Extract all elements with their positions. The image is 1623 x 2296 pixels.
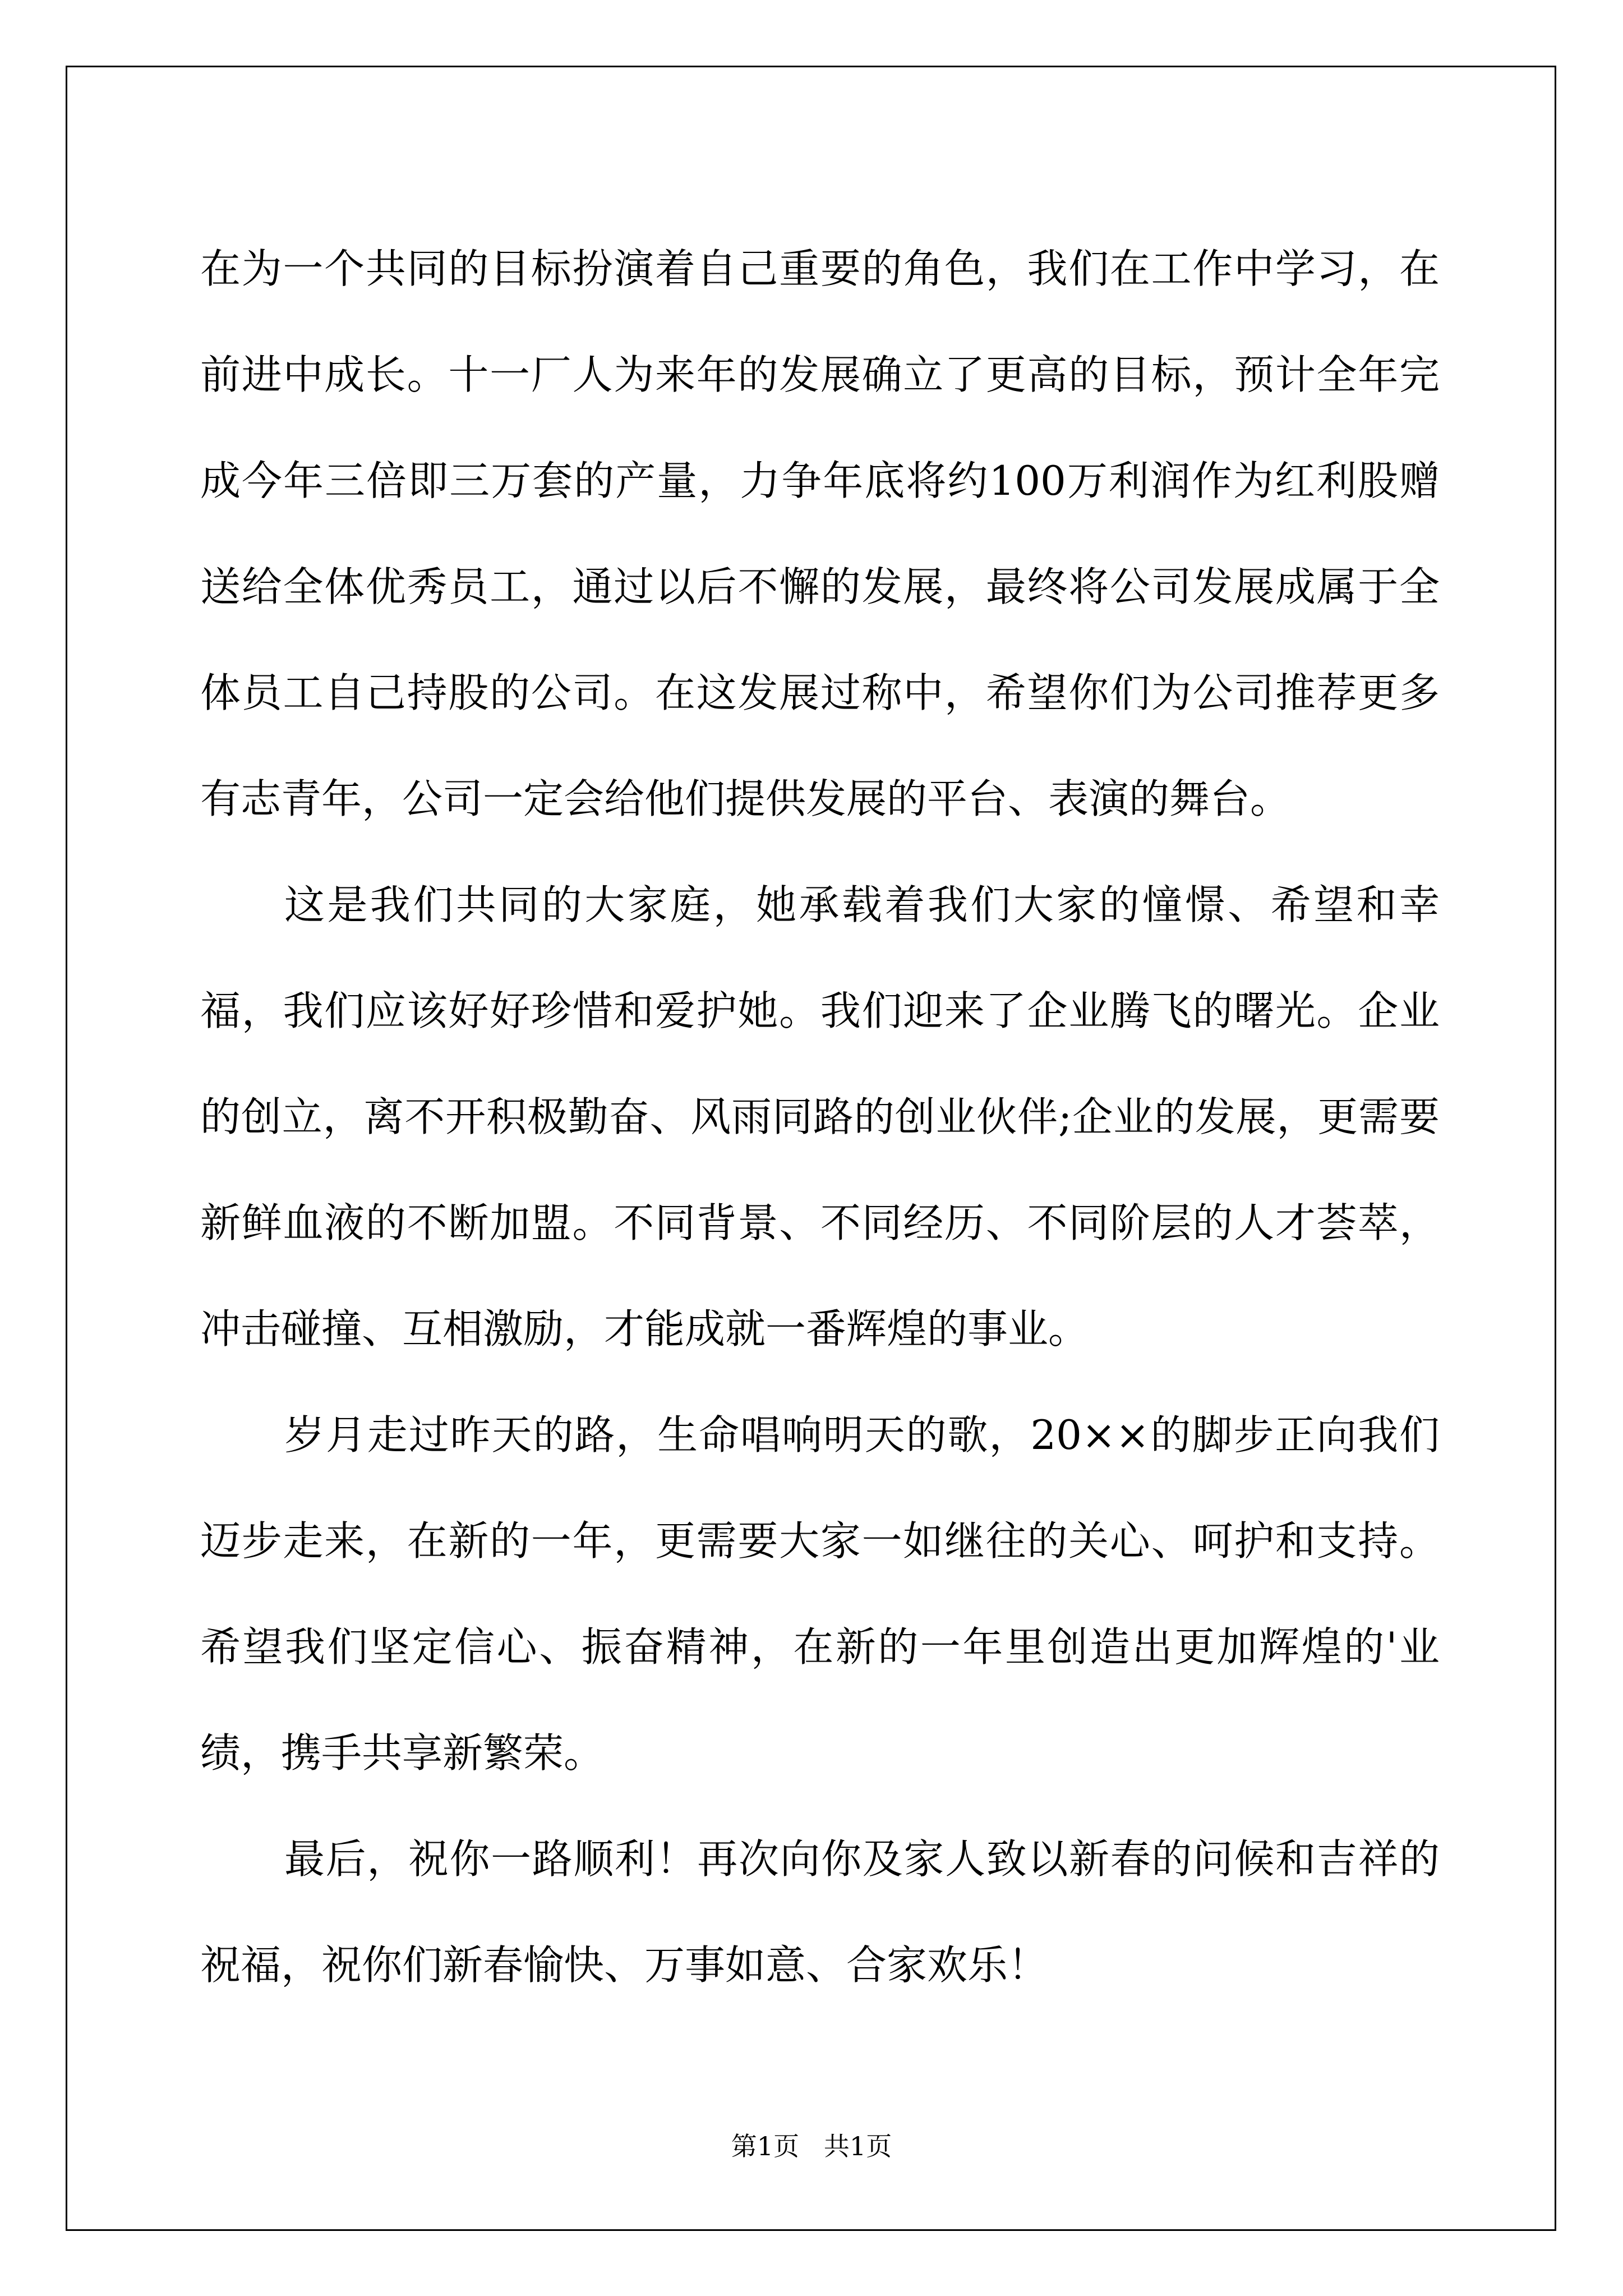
- paragraph-family: 这是我们共同的大家庭，她承载着我们大家的憧憬、希望和幸福，我们应该好好珍惜和爱护她。我们迎来了企业腾飞的曙光。企业的创立，离不开积极勤奋、风雨同路的创业伙伴;企业的发展，更需要新鲜血液的不断加盟。不同背景、不同经历、不同阶层的人才荟萃，冲击碰撞、互相激励，才能成就一番辉煌的事业。: [200, 881, 1440, 1352]
- page-number-footer: 第1页 共1页: [731, 2131, 892, 2161]
- document-body: [200, 216, 1440, 2018]
- paragraph-continued: 在为一个共同的目标扮演着自己重要的角色，我们在工作中学习，在前进中成长。十一厂人为来年的发展确立了更高的目标，预计全年完成今年三倍即三万套的产量，力争年底将约100万利润作为红利股赠送给全体优秀员工，通过以后不懈的发展，最终将公司发展成属于全体员工自己持股的公司。在这发展过称中，希望你们为公司推荐更多有志青年，公司一定会给他们提供发展的平台、表演的舞台。: [200, 245, 1440, 822]
- paragraph-new-year: 岁月走过昨天的路，生命唱响明天的歌，20××的脚步正向我们迈步走来，在新的一年，更需要大家一如继往的关心、呵护和支持。希望我们坚定信心、振奋精神，在新的一年里创造出更加辉煌的'业绩，携手共享新繁荣。: [200, 1411, 1440, 1777]
- paragraph-closing: 最后，祝你一路顺利！再次向你及家人致以新春的问候和吉祥的祝福，祝你们新春愉快、万事如意、合家欢乐！: [200, 1835, 1440, 1989]
